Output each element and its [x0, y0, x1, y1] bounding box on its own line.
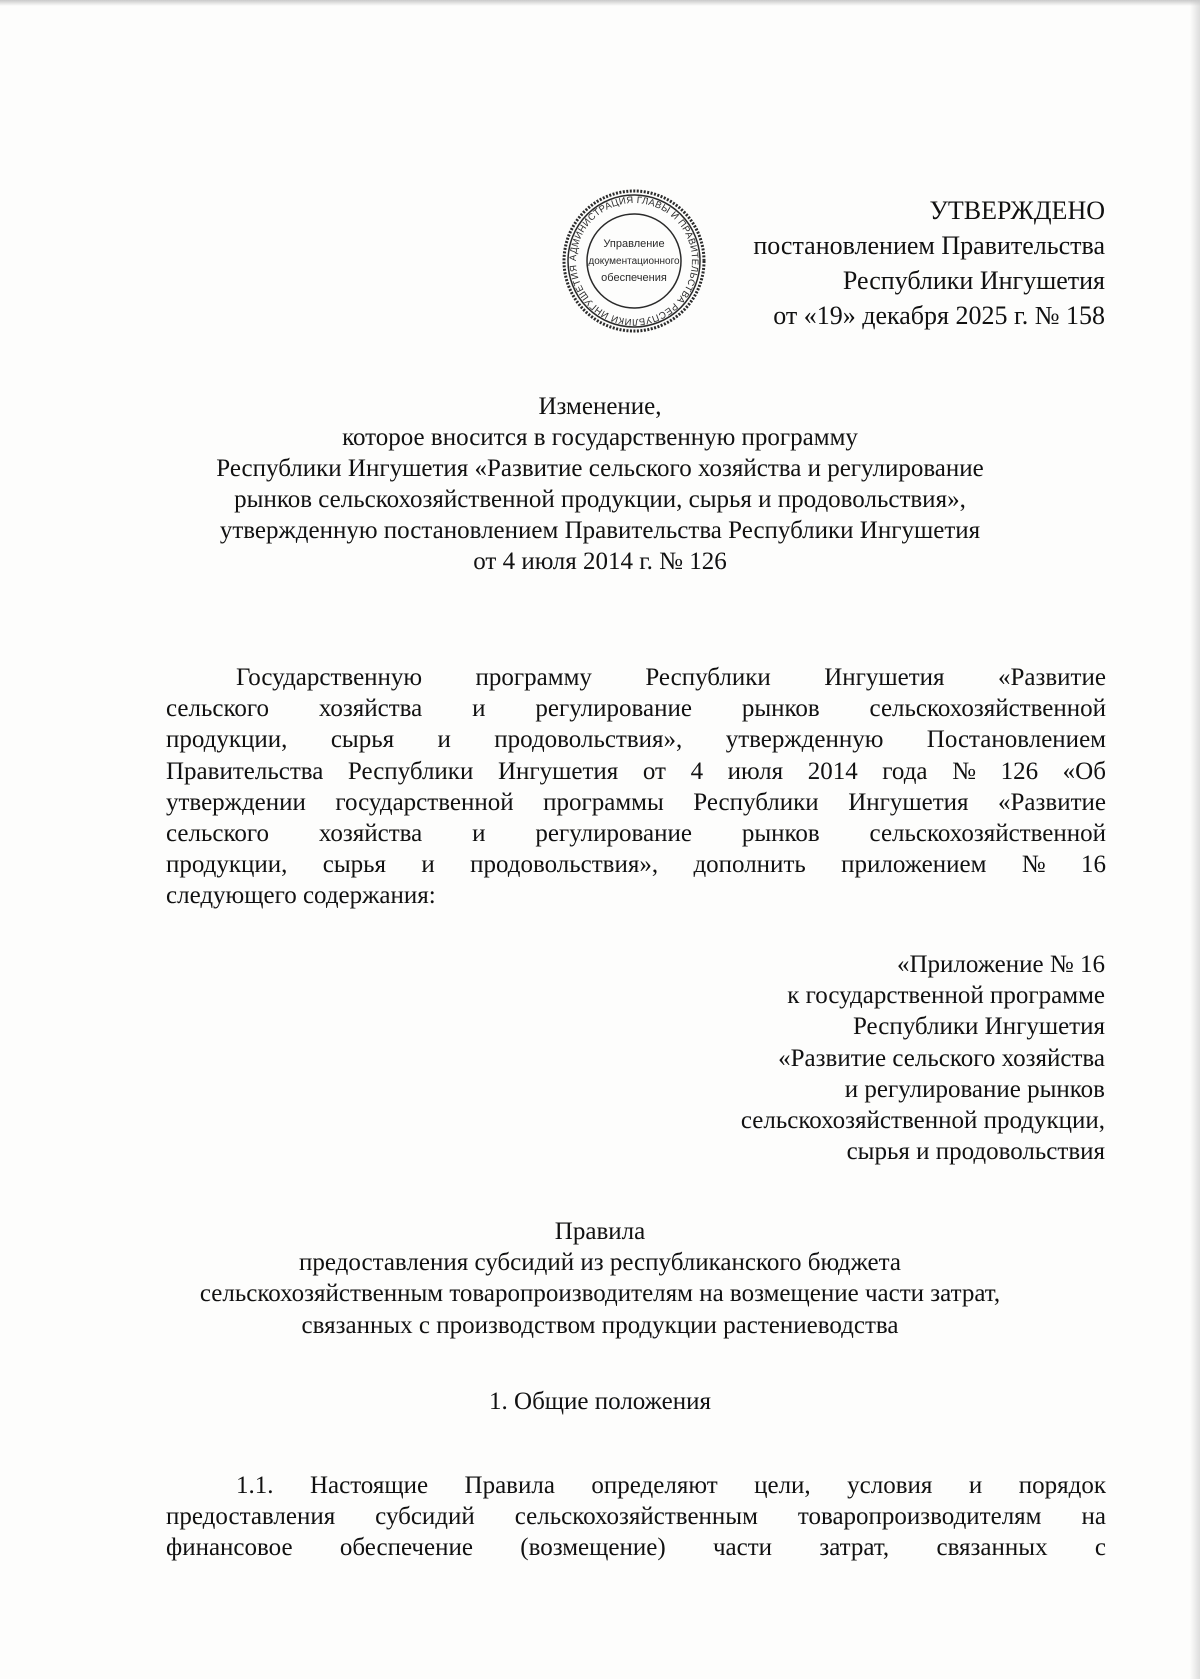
rules-title-line: связанных с производством продукции растениеводства	[301, 1311, 899, 1339]
rules-title	[150, 1216, 1050, 1341]
word: июля	[727, 757, 784, 785]
word: (возмещение)	[520, 1534, 666, 1562]
word: Ингушетия	[824, 664, 945, 691]
word: Республики	[645, 664, 771, 691]
word: и	[437, 726, 451, 754]
svg-text:АДМИНИСТРАЦИЯ ГЛАВЫ И ПРАВИТЕЛ: АДМИНИСТРАЦИЯ ГЛАВЫ И ПРАВИТЕЛЬСТВА РЕСПУБЛИКИ ИНГУШЕТИЯ	[567, 194, 701, 328]
appendix-line: сельскохозяйственной продукции,	[740, 1107, 1105, 1135]
approval-line: от «19» декабря 2025 г. № 158	[773, 301, 1105, 330]
word: 126	[1000, 757, 1039, 785]
body-paragraph	[166, 662, 1106, 912]
body-line	[166, 787, 1106, 818]
word: рынков	[741, 695, 820, 723]
para-line	[166, 1470, 1106, 1501]
word: и	[472, 819, 486, 847]
word: утвержденную	[725, 726, 884, 754]
word: №	[1021, 851, 1046, 879]
title-line: утвержденную постановлением Правительства Республики Ингушетия	[219, 517, 981, 544]
word: приложением	[841, 851, 987, 879]
body-line: следующего содержания:	[166, 882, 436, 910]
svg-text:обеспечения: обеспечения	[601, 272, 667, 284]
para-line	[166, 1532, 1106, 1563]
appendix-line: Республики Ингушетия	[852, 1013, 1105, 1041]
body-line	[166, 662, 1106, 693]
title-line: рынков сельскохозяйственной продукции, сырья и продовольствия»,	[234, 486, 966, 513]
word: сельского	[166, 695, 269, 723]
word: сырья	[322, 851, 387, 879]
scan-edge-top	[0, 0, 1200, 6]
approval-line: постановлением Правительства	[753, 231, 1105, 260]
word: Правила	[464, 1472, 555, 1499]
word: сельскохозяйственным	[514, 1503, 758, 1531]
section-heading: 1. Общие положения	[489, 1388, 711, 1415]
word: сельскохозяйственной	[869, 695, 1106, 723]
word: государственной	[335, 788, 514, 816]
word: и	[472, 695, 486, 723]
word: регулирование	[535, 695, 692, 723]
paragraph-1-1	[166, 1470, 1106, 1564]
svg-text:Управление: Управление	[603, 238, 665, 250]
word: от	[642, 757, 666, 785]
word: регулирование	[535, 819, 692, 847]
word: определяют	[591, 1472, 718, 1499]
word: 4	[690, 757, 704, 785]
amendment-title	[150, 391, 1050, 577]
word: «Развитие	[998, 664, 1106, 691]
word: хозяйства	[318, 819, 423, 847]
word: и	[421, 851, 435, 879]
title-line: Изменение,	[538, 393, 662, 420]
approval-block	[640, 193, 1105, 333]
word: Ингушетия	[848, 788, 969, 816]
word: и	[968, 1472, 983, 1499]
body-line	[166, 724, 1106, 755]
word: Постановлением	[926, 726, 1106, 754]
svg-text:документационного: документационного	[588, 256, 680, 267]
appendix-header	[620, 949, 1105, 1167]
word: продукции,	[166, 851, 288, 879]
word: дополнить	[693, 851, 806, 879]
word: программы	[543, 788, 664, 816]
word: субсидий	[375, 1503, 475, 1531]
official-seal-stamp	[560, 187, 708, 335]
title-line: которое вносится в государственную программу	[342, 424, 858, 451]
approval-line: УТВЕРЖДЕНО	[929, 196, 1105, 225]
word: Государственную	[236, 664, 423, 691]
word: №	[952, 757, 976, 785]
rules-title-line: предоставления субсидий из республиканского бюджета	[299, 1249, 901, 1277]
word: Ингушетия	[497, 757, 619, 785]
word: 2014	[807, 757, 858, 785]
appendix-line: «Развитие сельского хозяйства	[778, 1044, 1105, 1072]
word: связанных	[936, 1534, 1048, 1562]
word: предоставления	[166, 1503, 336, 1531]
scan-edge-right	[1190, 0, 1200, 1679]
word: Республики	[693, 788, 819, 816]
word: года	[882, 757, 928, 785]
word: на	[1081, 1503, 1106, 1531]
word: сельскохозяйственной	[869, 819, 1106, 847]
word: с	[1094, 1534, 1106, 1562]
word: затрат,	[819, 1534, 890, 1562]
appendix-line: и регулирование рынков	[844, 1075, 1105, 1103]
body-line	[166, 693, 1106, 724]
word: сельского	[166, 819, 269, 847]
body-line	[166, 756, 1106, 787]
rules-title-line: сельскохозяйственным товаропроизводителям на возмещение части затрат,	[199, 1280, 1001, 1308]
word: финансовое	[166, 1534, 293, 1562]
body-line	[166, 849, 1106, 880]
word: продовольствия»,	[470, 851, 659, 879]
approval-line: Республики Ингушетия	[842, 266, 1105, 295]
word: Республики	[347, 757, 474, 785]
appendix-line: «Приложение № 16	[896, 951, 1105, 978]
word: сырья	[330, 726, 395, 754]
word: Настоящие	[309, 1472, 429, 1499]
word: программу	[475, 664, 592, 691]
word: продовольствия»,	[494, 726, 683, 754]
para-line	[166, 1501, 1106, 1532]
word: цели,	[754, 1472, 811, 1499]
title-line: Республики Ингушетия «Развитие сельского хозяйства и регулирование	[216, 455, 984, 482]
word: части	[712, 1534, 773, 1562]
rules-title-line: Правила	[554, 1218, 646, 1245]
word: 16	[1080, 851, 1106, 879]
title-line: от 4 июля 2014 г. № 126	[473, 548, 727, 575]
appendix-line: к государственной программе	[787, 982, 1105, 1010]
word: товаропроизводителям	[797, 1503, 1042, 1531]
word: 1.1.	[236, 1472, 274, 1499]
body-line	[166, 818, 1106, 849]
appendix-line: сырья и продовольствия	[846, 1138, 1105, 1166]
word: условия	[847, 1472, 933, 1499]
word: рынков	[741, 819, 820, 847]
word: хозяйства	[318, 695, 423, 723]
word: «Об	[1062, 757, 1106, 785]
word: обеспечение	[339, 1534, 473, 1562]
word: порядок	[1018, 1472, 1106, 1499]
word: Правительства	[166, 757, 324, 785]
word: продукции,	[166, 726, 288, 754]
word: «Развитие	[998, 788, 1106, 816]
word: утверждении	[166, 788, 306, 816]
